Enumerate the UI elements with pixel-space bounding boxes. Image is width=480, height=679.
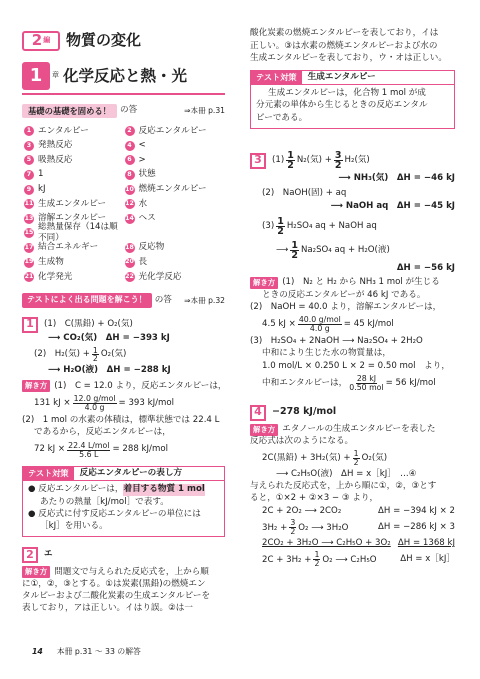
basics-answer-item <box>125 271 226 284</box>
q4-explain-4: ると，①×2 + ②×3 − ③ より， <box>250 493 379 504</box>
q3-explain-5: (3) H₂SO₄ + 2NaOH ⟶ Na₂SO₄ + 2H₂O <box>250 336 423 347</box>
item-answer: 水 <box>138 198 148 209</box>
q3-3-line: (3) $\frac{1}{2}$ H₂SO₄ aq + NaOH aq <box>262 215 377 237</box>
basics-answer-item <box>24 222 125 244</box>
q4-answer: −278 kJ/mol <box>272 406 337 418</box>
question-number: 3 <box>250 153 266 169</box>
chapter-number-badge: 1 <box>22 62 50 90</box>
item-answer: 溶解エンタルピー <box>38 213 107 224</box>
q3-2-line: (2) NaOH(固) + aq <box>262 188 347 199</box>
item-number-badge: 19 <box>24 258 34 268</box>
q2-cont-2: 正しい。③は水素の燃焼エンタルピーおよび水の <box>250 40 438 51</box>
item-answer: 結合エネルギー <box>38 242 99 253</box>
q4-row-2: 3H₂ + $\frac{3}{2}$ O₂ ⟶ 3H₂O ΔH = −286 kJ × 3 <box>262 518 455 536</box>
item-number-badge: 5 <box>24 155 34 165</box>
unit-number-badge: 2 編 <box>22 31 60 51</box>
q3-explain-4: 4.5 kJ × $\frac{\text{40.0 g/mol}}{4.0 g}$ = 45 kJ/mol <box>262 315 394 334</box>
tip2-line2: 分元素の単体から生じるときの反応エンタル <box>256 100 428 111</box>
basics-answer-item <box>24 198 125 211</box>
basics-answer-item <box>125 125 226 138</box>
q3-2-result: ⟶ NaOH aq ΔH = −45 kJ <box>330 200 455 211</box>
item-number-badge: 1 <box>24 126 34 136</box>
q2-explain-4: 表しており，アは正しい。イはり誤。②は一 <box>22 603 193 614</box>
footer-text: 本冊 p.31 〜 33 の解答 <box>56 647 141 656</box>
q3-explain-2: ときの反応エンタルピーが 46 kJ である。 <box>262 289 426 300</box>
item-answer: 反応物 <box>138 242 165 253</box>
question-number: 4 <box>250 405 266 421</box>
basics-answer-item <box>125 183 226 196</box>
basics-section-header <box>22 103 225 119</box>
item-number-badge: 4 <box>125 141 135 151</box>
question-2 <box>22 547 225 563</box>
basics-ref: ⇒本冊 p.31 <box>184 105 225 115</box>
q3-1-result: ⟶ NH₃(気) ΔH = −46 kJ <box>338 173 455 184</box>
tip1-line4: ［kJ］を用いる。 <box>40 521 108 532</box>
basics-answer-item <box>125 198 226 211</box>
basics-answer-item <box>24 154 125 167</box>
q1-line2: ⟶ CO₂(気) ΔH = −393 kJ <box>48 333 170 343</box>
item-number-badge: 18 <box>125 243 135 253</box>
item-answer: 化学発光 <box>38 271 73 282</box>
freq-section-header <box>22 293 225 309</box>
item-number-badge: 3 <box>24 141 34 151</box>
item-answer: 1 <box>38 169 44 180</box>
item-answer: 生成物 <box>38 256 64 267</box>
basics-answer-item <box>125 213 226 226</box>
basics-answer-item <box>24 169 125 182</box>
item-number-badge: 21 <box>24 272 34 282</box>
q4-row-4: 2C + 3H₂ + $\frac{1}{2}$ O₂ ⟶ C₂H₅O ΔH = x［kJ］ <box>262 550 455 569</box>
q3-3-result: ⟶ $\frac{1}{2}$ Na₂SO₄ aq + H₂O(液) <box>276 239 390 261</box>
item-number-badge: 8 <box>125 170 135 180</box>
item-answer: 状態 <box>138 169 156 180</box>
item-answer: < <box>138 140 146 151</box>
right-column <box>250 28 455 570</box>
item-answer: ヘス <box>138 213 156 224</box>
item-answer: > <box>138 154 146 165</box>
item-number-badge: 22 <box>125 272 135 282</box>
basics-answer-item <box>24 125 125 138</box>
basics-tag: 基礎の基礎を固める！ <box>22 104 117 119</box>
question-number: 2 <box>22 547 38 563</box>
q3-explain-1: 解き方 (1) N₂ と H₂ から NH₃ 1 mol が生じる <box>250 277 455 289</box>
tip-title: 生成エンタルピー <box>307 71 376 82</box>
q1-line3: (2) H₂(気) + $\frac{1}{2}$ O₂(気) <box>34 345 127 364</box>
question-number: 1 <box>22 317 38 333</box>
q4-eq-2: ⟶ C₂H₅O(液) ΔH = x［kJ］ …④ <box>276 468 417 479</box>
q1-line4: ⟶ H₂O(液) ΔH = −288 kJ <box>48 365 171 376</box>
freq-suffix: の答 <box>154 294 172 305</box>
basics-answer-item <box>24 256 125 269</box>
q4-eq-1: 2C(黒鉛) + 3H₂(気) + $\frac{1}{2}$ O₂(気) <box>262 448 388 467</box>
item-number-badge: 14 <box>125 214 135 224</box>
question-3: 3 (1) $\frac{1}{2}$ N₂(気) + $\frac{3}{2}$ H₂(気) <box>250 149 455 173</box>
chapter-suffix: 章 <box>52 71 59 80</box>
tip2-line1: 生成エンタルピーは，化合物 1 mol が成 <box>268 88 426 99</box>
question-4 <box>250 405 455 421</box>
basics-answer-item <box>24 140 125 153</box>
item-number-badge: 9 <box>24 185 34 195</box>
q3-explain-7: 1.0 mol/L × 0.250 L × 2 = 0.50 mol より， <box>262 360 450 371</box>
tip2-line3: ピーである。 <box>256 112 308 123</box>
item-answer: 吸熱反応 <box>38 154 73 165</box>
basics-answer-item <box>125 169 226 182</box>
page-footer <box>32 647 141 657</box>
q2-cont-1: 酸化炭素の燃焼エンタルピーを表しており，イは <box>250 28 439 39</box>
q3-explain-3: (2) NaOH = 40.0 より，溶解エンタルピーは， <box>250 301 442 312</box>
item-number-badge: 10 <box>125 185 135 195</box>
q4-explain-2: 反応式は次のようになる。 <box>250 436 354 447</box>
page-number: 14 <box>32 647 43 656</box>
item-answer: 光化学反応 <box>138 271 182 282</box>
left-column <box>22 28 225 615</box>
item-number-badge: 17 <box>24 243 34 253</box>
item-number-badge: 20 <box>125 258 135 268</box>
chapter-divider <box>22 93 225 95</box>
basics-answer-item <box>125 154 226 167</box>
item-number-badge: 7 <box>24 170 34 180</box>
q4-row-1: 2C + 2O₂ ⟶ 2CO₂ ΔH = −394 kJ × 2 <box>262 505 455 516</box>
unit-title: 物質の変化 <box>66 31 142 50</box>
basics-suffix: の答 <box>119 105 138 116</box>
item-number-badge: 12 <box>125 199 135 209</box>
item-answer: 燃焼エンタルピー <box>138 184 207 194</box>
basics-answer-item <box>125 256 226 269</box>
item-answer: kJ <box>38 184 46 194</box>
item-number-badge: 13 <box>24 214 34 224</box>
unit-header <box>22 28 225 54</box>
basics-answer-item <box>24 271 125 284</box>
item-answer: 反応エンタルピー <box>138 125 207 136</box>
tip-title: 反応エンタルピーの表し方 <box>79 467 183 478</box>
tip-head: テスト対策 <box>23 467 74 480</box>
q2-explain-2: に①，②，③とする。①は炭素(黒鉛)の燃焼エン <box>22 578 206 589</box>
basics-answer-item <box>24 183 125 196</box>
item-number-badge: 2 <box>125 126 135 136</box>
item-number-badge: 11 <box>24 199 34 209</box>
freq-ref: ⇒本冊 p.32 <box>184 295 225 305</box>
tip-head: テスト対策 <box>251 71 302 84</box>
q4-row-3: 2CO₂ + 3H₂O ⟶ C₂H₅O + 3O₂ ΔH = 1368 kJ <box>262 537 455 548</box>
q1-explain-1: 解き方 (1) C = 12.0 より，反応エンタルピーは， <box>22 380 225 392</box>
chapter-header <box>22 62 225 90</box>
q2-explain-1: 解き方 問題文で与えられた反応式を，上から順 <box>22 566 225 578</box>
item-answer: 長 <box>138 256 148 267</box>
item-answer: 生成エンタルピー <box>38 198 107 209</box>
basics-answer-item <box>125 140 226 153</box>
q2-explain-3: タルピーおよび二酸化炭素の生成エンタルピーを <box>22 591 211 602</box>
basics-answer-item <box>125 242 226 255</box>
test-tip-box-1 <box>22 466 225 537</box>
basics-answer-grid <box>22 125 225 284</box>
freq-tag: テストによく出る問題を解こう！ <box>22 293 152 308</box>
q1-explain-2: 131 kJ × $\frac{\text{12.0 g/mol}}{4.0 g}$ = 393 kJ/mol <box>34 394 175 412</box>
test-tip-box-2 <box>250 70 455 129</box>
q3-explain-6: 中和により生じた水の物質量は， <box>262 348 391 359</box>
q1-explain-3: (2) 1 mol の水素の体積は，標準状態では 22.4 L <box>22 414 220 425</box>
basics-answer-item <box>24 242 125 255</box>
tip1-line2: あたりの熱量［kJ/mol］で表す。 <box>40 496 169 507</box>
item-answer: 発熱反応 <box>38 140 73 151</box>
q2-answer: エ <box>44 549 53 560</box>
q1-line1: (1) C(黒鉛) + O₂(気) <box>44 318 133 329</box>
tip1-line3: ● 反応式に付す反応エンタルピーの単位には <box>28 508 201 519</box>
item-answer: 総熱量保存（14は順不同） <box>38 222 118 244</box>
item-answer: エンタルピー <box>38 125 89 136</box>
tip1-line1: ● 反応エンタルピーは， 着目する物質 1 mol <box>28 484 205 495</box>
item-number-badge: 15 <box>24 228 34 238</box>
q3-3-dh: ΔH = −56 kJ <box>396 262 455 273</box>
q1-explain-4: であるから，反応エンタルピーは， <box>34 427 171 438</box>
chapter-title: 化学反応と熱・光 <box>63 66 188 85</box>
question-1 <box>22 317 225 333</box>
q4-explain-3: 与えられた反応式を，上から順に①，②，③とす <box>250 480 437 491</box>
q1-explain-5: 72 kJ × $\frac{\text{22.4 L/mol}}{5.6 L}$ = 288 kJ/mol <box>34 440 168 459</box>
q4-explain-1: 解き方 エタノールの生成エンタルピーを表した <box>250 424 455 436</box>
q2-cont-3: 生成エンタルピーを表しており，ウ・オは正しい。 <box>250 53 447 64</box>
item-number-badge: 6 <box>125 155 135 165</box>
q3-explain-8: 中和エンタルピーは， $\frac{28 kJ}{\text{0.50 mol}}$ = 56 kJ/mol <box>262 374 436 393</box>
